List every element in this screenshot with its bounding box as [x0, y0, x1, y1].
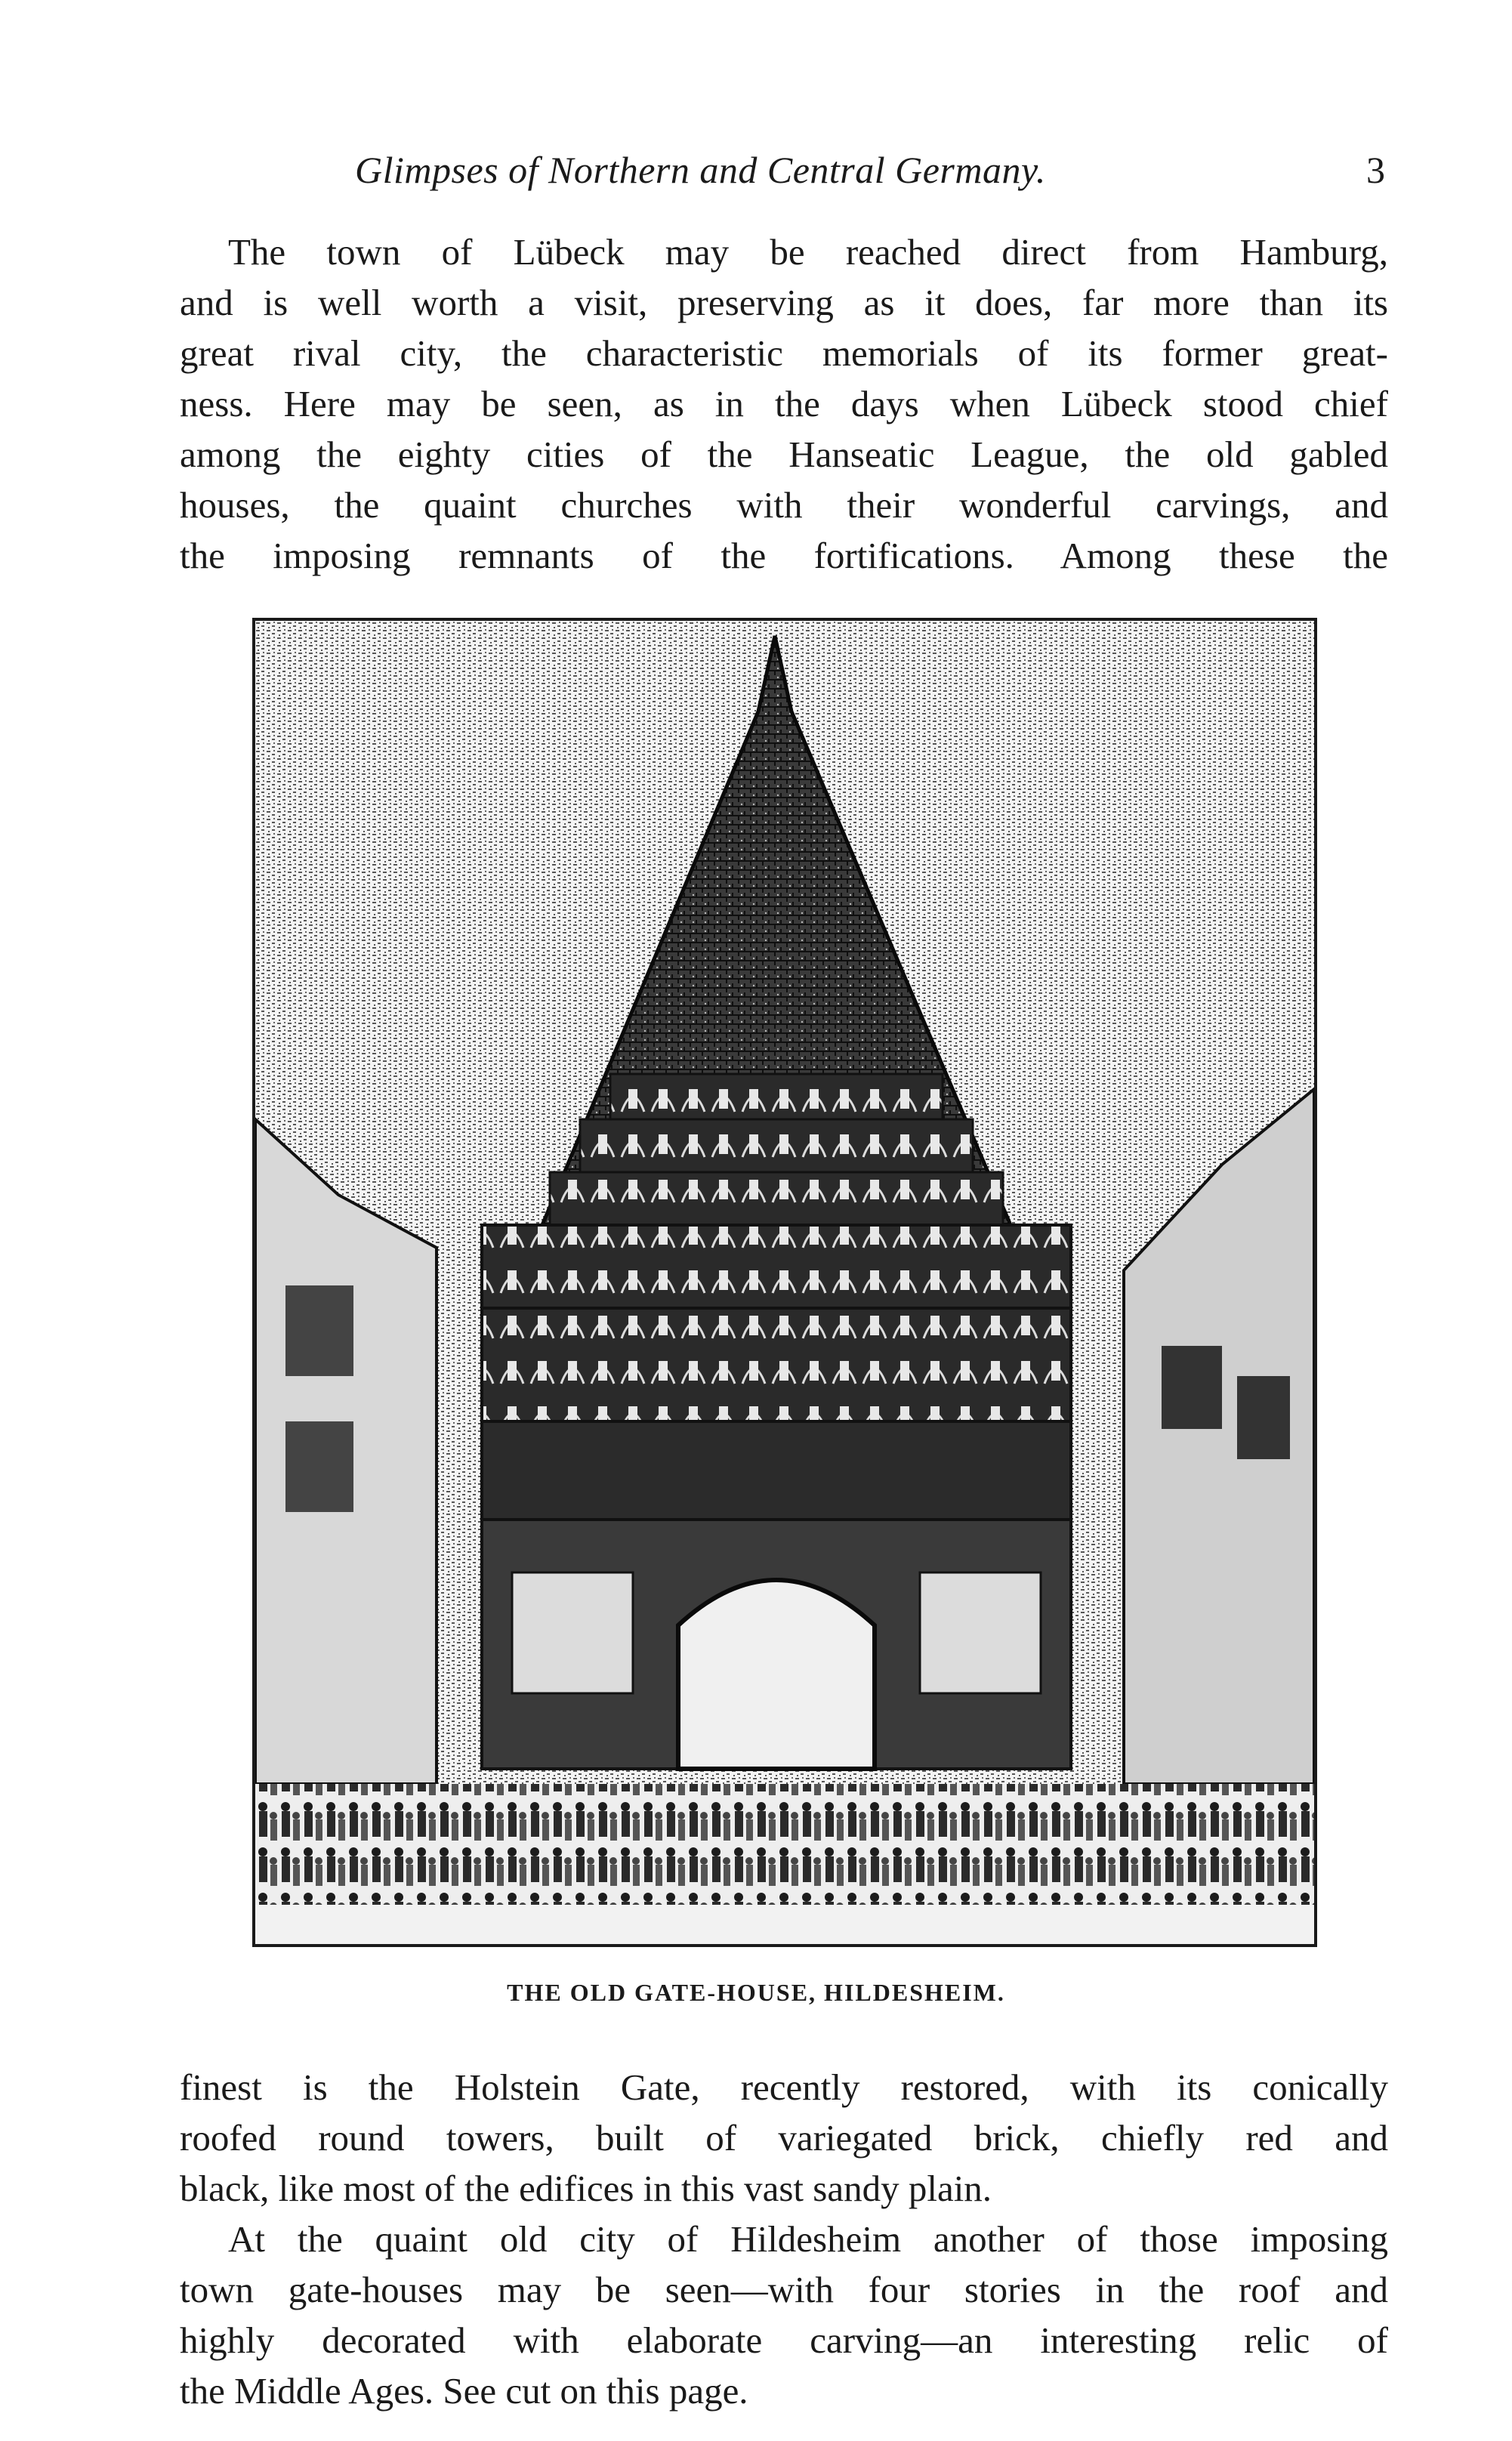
text-line: among the eighty cities of the Hanseatic League, the old gabled	[180, 434, 1388, 475]
text-line: houses, the quaint churches with their wonderful carvings, and	[180, 484, 1388, 526]
right-house-window	[1237, 1376, 1290, 1459]
paragraph-lubeck	[180, 227, 1388, 581]
text-line: great rival city, the characteristic memorials of its former great-	[180, 332, 1388, 374]
running-title: Glimpses of Northern and Central Germany.	[355, 149, 1046, 191]
upper-storey	[482, 1225, 1071, 1308]
left-house-window	[285, 1285, 353, 1376]
street-ground	[255, 1905, 1314, 1944]
left-house-window	[285, 1421, 353, 1512]
gate-house-illustration	[255, 621, 1314, 1944]
gate-house-engraving	[252, 618, 1317, 1947]
text-line: the imposing remnants of the fortifications. Among these the	[180, 535, 1388, 576]
roof-gallery	[580, 1119, 973, 1172]
paragraph-hildesheim	[180, 2062, 1388, 2416]
page-number: 3	[1366, 149, 1385, 191]
text-line: highly decorated with elaborate carving—an interesting relic of	[180, 2319, 1388, 2361]
gate-arch	[678, 1580, 875, 1769]
middle-storey	[482, 1308, 1071, 1421]
running-head	[0, 148, 1512, 201]
roof-gallery	[610, 1074, 943, 1119]
shop-window	[512, 1572, 633, 1693]
text-line: and is well worth a visit, preserving as it does, far more than its	[180, 282, 1388, 323]
text-line: roofed round towers, built of variegated brick, chiefly red and	[180, 2117, 1388, 2159]
text-line: ness. Here may be seen, as in the days when Lübeck stood chief	[180, 383, 1388, 424]
text-line: black, like most of the edifices in this vast sandy plain.	[180, 2168, 992, 2209]
text-line: the Middle Ages. See cut on this page.	[180, 2370, 748, 2412]
shop-window	[920, 1572, 1041, 1693]
figure-caption: THE OLD GATE-HOUSE, HILDESHEIM.	[507, 1979, 1005, 2006]
lower-storey	[482, 1421, 1071, 1520]
text-line: town gate-houses may be seen—with four stories in the roof and	[180, 2269, 1388, 2310]
text-line: finest is the Holstein Gate, recently restored, with its conically	[180, 2066, 1388, 2108]
roof-gallery	[550, 1172, 1003, 1229]
right-house-window	[1162, 1346, 1222, 1429]
text-line: At the quaint old city of Hildesheim another of those imposing	[228, 2218, 1388, 2260]
text-line: The town of Lübeck may be reached direct from Hamburg,	[228, 231, 1388, 273]
